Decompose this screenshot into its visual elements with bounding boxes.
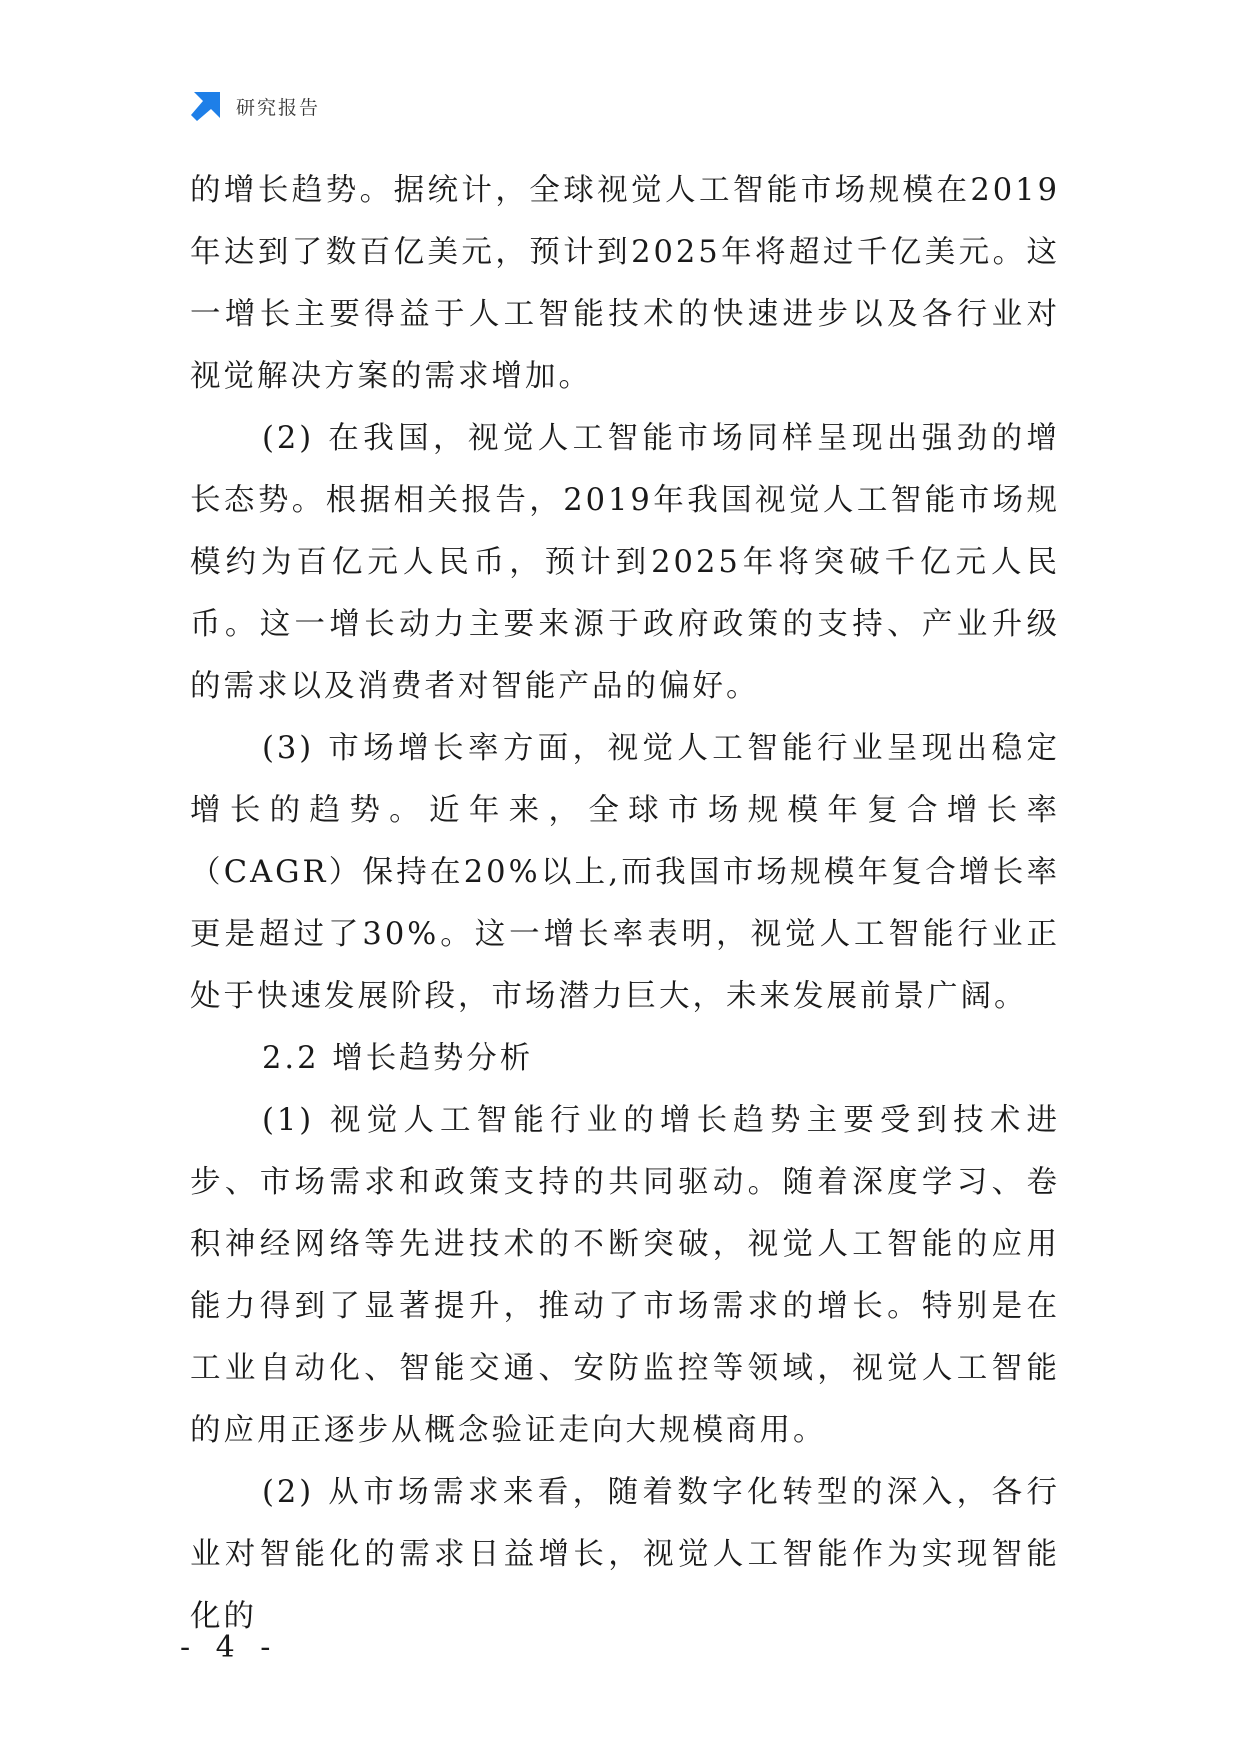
document-body xyxy=(190,160,1060,1648)
paragraph-3: (3) 市场增长率方面，视觉人工智能行业呈现出稳定增长的趋势。近年来，全球市场规模年复合增长率（CAGR）保持在20%以上,而我国市场规模年复合增长率更是超过了30%。这一增长率表明，视觉人工智能行业正处于快速发展阶段，市场潜力巨大，未来发展前景广阔。 xyxy=(190,731,1060,1014)
section-paragraph-1: (1) 视觉人工智能行业的增长趋势主要受到技术进步、市场需求和政策支持的共同驱动。随着深度学习、卷积神经网络等先进技术的不断突破，视觉人工智能的应用能力得到了显著提升，推动了市场需求的增长。特别是在工业自动化、智能交通、安防监控等领域，视觉人工智能的应用正逐步从概念验证走向大规模商用。 xyxy=(190,1103,1060,1448)
paragraph-2: (2) 在我国，视觉人工智能市场同样呈现出强劲的增长态势。根据相关报告，2019年我国视觉人工智能市场规模约为百亿元人民币，预计到2025年将突破千亿元人民币。这一增长动力主要来源于政府政策的支持、产业升级的需求以及消费者对智能产品的偏好。 xyxy=(190,421,1060,704)
paragraph-continued: 的增长趋势。据统计，全球视觉人工智能市场规模在2019年达到了数百亿美元，预计到2025年将超过千亿美元。这一增长主要得益于人工智能技术的快速进步以及各行业对视觉解决方案的需求增加。 xyxy=(190,173,1060,394)
page-header xyxy=(190,88,320,124)
page-number: - 4 - xyxy=(180,1630,279,1665)
arrow-up-right-icon xyxy=(190,90,222,122)
header-title: 研究报告 xyxy=(236,96,321,119)
section-paragraph-2: (2) 从市场需求来看，随着数字化转型的深入，各行业对智能化的需求日益增长，视觉人工智能作为实现智能化的 xyxy=(190,1475,1060,1634)
section-heading: 2.2 增长趋势分析 xyxy=(262,1041,534,1076)
